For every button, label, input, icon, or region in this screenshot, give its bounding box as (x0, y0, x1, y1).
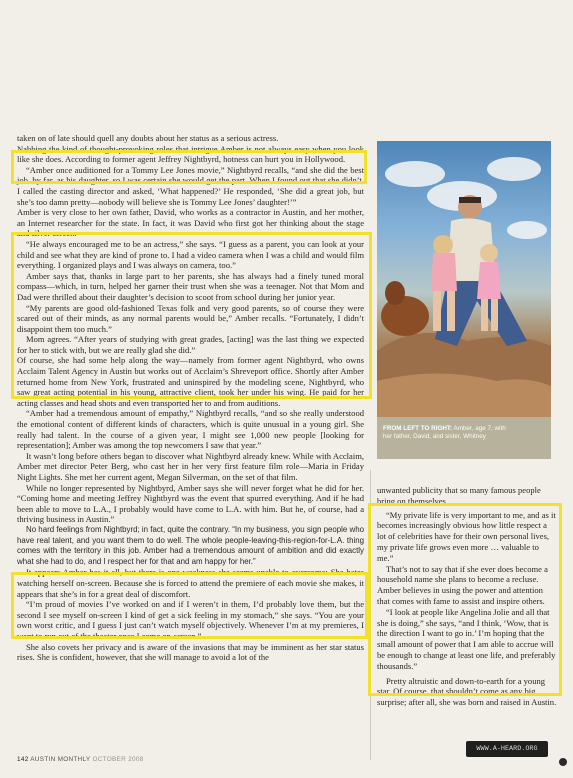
article-paragraph: Nabbing the kind of thought-provoking roles that intrigue Amber is not always easy when you look like she does. According to former agent Jeffrey Nightbyrd, hotness can hurt you in Hollywood. (17, 143, 364, 165)
article-paragraph: No hard feelings from Nightbyrd; in fact, quite the contrary. “In my business, you sign people who have real talent, and you want them to do well. The whole people-leaving-this-region-for-L.A. thing comes with the territory in this job. Amber had a tremendous amount of ambition and did exactly what she had to do, and I respect her for that and am happy for her.” (17, 524, 364, 566)
amber-head-shape (433, 235, 453, 255)
highlighted-quote-block (377, 510, 557, 672)
article-right-column (377, 485, 557, 708)
whitney-leg-shape (481, 299, 488, 331)
amber-leg-shape (433, 291, 441, 331)
article-paragraph: It appears Amber has it all, but there is one weakness she seems unable to overcome: She hates watching herself on-screen. Because she is forced to attend the premiere of each movie she makes, it appears that she’s in for a great deal of discomfort. (17, 567, 364, 599)
rock-shape (377, 374, 551, 418)
whitney-head-shape (480, 244, 498, 262)
article-paragraph: That’s not to say that if she ever does become a household name she plans to become a recluse. Amber believes in using the power and attention that comes with fame to assist and inspire others. (377, 563, 548, 606)
site-watermark: WWW.A-HEARD.ORG (466, 741, 548, 757)
article-paragraph: She also covets her privacy and is aware of the invasions that may be imminent as her star status rises. She is confident, however, that she will manage to avoid a lot of the (17, 641, 364, 663)
column-divider (370, 470, 371, 760)
corner-dot-icon (559, 758, 567, 766)
article-paragraph: Pretty altruistic and down-to-earth for a young star. Of course, that shouldn’t come as any big surprise; after all, she was born and raised in Austin. (377, 675, 557, 708)
magazine-name: AUSTIN MONTHLY (30, 756, 91, 763)
article-paragraph: unwanted publicity that so many famous people bring on themselves. (377, 485, 541, 506)
article-paragraph: “Amber had a tremendous amount of empathy,” Nightbyrd recalls, “and so she really understood the emotional content of different kinds of characters, which is quite unusual in a young girl. She really had talent. In the course of a given year, I might see 1,000 new people [looking for representation]; Amber was among the top newcomers I saw that year.” (17, 408, 364, 451)
article-paragraph: While no longer represented by Nightbyrd, Amber says she will never forget what he did for her. “Coming home and meeting Jeffrey Nightbyrd was the event that spurred everything. And if he had been able to move to L.A., I probably would have come to L.A. with him. But he, of course, had a thriving business in Austin.” (17, 482, 364, 525)
family-photo (377, 141, 551, 417)
amber-dress-shape (431, 253, 457, 291)
article-left-column (17, 133, 364, 663)
article-paragraph: “I look at people like Angelina Jolie and all that she is doing,” she says, “and I think, ‘Wow, that is the direction I want to go in.’ I’m hoping that the small amount of power that I am able to accrue will be enough to change at least one life, and preferably thousands.” (377, 606, 556, 671)
article-paragraph: “Amber once auditioned for a Tommy Lee Jones movie,” Nightbyrd recalls, “and she did the best job, by far, as his daughter, so I was certain she would get the part. When I found out that she didn’t, I called the casting director and asked, ‘What happened?’ He responded, ‘She did a great job, but she’s too damn pretty—nobody will believe she is Tommy Lee Jones’ daughter!’” (17, 164, 364, 207)
father-hair-shape (459, 197, 481, 203)
dog-head-shape (385, 281, 405, 305)
caption-text: Amber, age 7, with her father, David, and sister, Whitney (383, 425, 506, 440)
article-paragraph: Mom agrees. “After years of studying with great grades, [acting] was the last thing we expected for her to stick with, but we are really glad she did.” (17, 334, 364, 355)
article-paragraph: “My parents are good old-fashioned Texas folk and very good parents, so of course they were scared out of their minds, as any normal parents would be,” Amber recalls. “Fortunately, I didn’t disappoint them too much.” (17, 302, 364, 334)
amber-leg-shape (447, 291, 455, 331)
article-paragraph: Of course, she had some help along the way—namely from former agent Nightbyrd, who owns Acclaim Talent Agency in Austin but works out of Acclaim’s Shreveport office. Shortly after Amber returned home from New York, frustrated and uninspired by the modeling scene, Nightbyrd, who saw great acting potential in his young, attractive client, took her under his wing. He paid for her acting classes and head shots and even transported her to and from auditions. (17, 355, 364, 408)
whitney-leg-shape (491, 299, 498, 331)
article-paragraph: “My private life is very important to me, and as it becomes increasingly obvious how little respect a lot of celebrities have for their own personal lives, my private life grows even more … valuable to me.” (377, 509, 556, 563)
article-paragraph: It wasn’t long before others began to discover what Nightbyrd already knew. While with Acclaim, Amber met director Peter Berg, who cast her in her very first feature film role—Maria in Friday Night Lights. She met her current agent, Megan Silverman, on the set of that film. (17, 450, 364, 482)
page-number: 142 (17, 756, 29, 763)
photo-caption (383, 425, 513, 440)
family-photo-illustration (377, 141, 551, 417)
article-paragraph: “He always encouraged me to be an actress,” she says. “I guess as a parent, you can look at your child and see what they are kind of prone to. I had a video camera when I was a child and would film everything. I organized plays and I was always on camera, too.” (17, 238, 364, 271)
article-paragraph: “I’m proud of movies I’ve worked on and if I weren’t in them, I’d probably love them, but the second I see myself on-screen I kind of get a sick feeling in my stomach,” she says. “You are your own worst critic, and I guess I just can’t watch myself objectively. Whenever I’m at my premieres, I want to run out of the theater once I come on-screen.” (17, 599, 364, 641)
article-paragraph: taken on of late should quell any doubts about her status as a serious actress. (17, 133, 279, 143)
photo-caption-box (377, 417, 551, 459)
dog-shape (381, 296, 429, 336)
article-paragraph: Amber is very close to her own father, David, who works as a contractor in Austin, and her mother, an Internet researcher for the state. In fact, it was David who first got her thinking about the stage and silver screen. (17, 207, 364, 239)
whitney-dress-shape (477, 262, 501, 299)
page-footer (17, 756, 144, 763)
caption-lead: FROM LEFT TO RIGHT: (383, 425, 453, 432)
article-paragraph: Amber says that, thanks in large part to her parents, she has always had a finely tuned moral compass—which, in turn, helped her garner their trust when she was a teenager. Not that Mom and Dad were thrilled about their daughter’s decision to scoot from school during her junior year. (17, 270, 364, 302)
issue-date: OCTOBER 2008 (92, 756, 144, 763)
